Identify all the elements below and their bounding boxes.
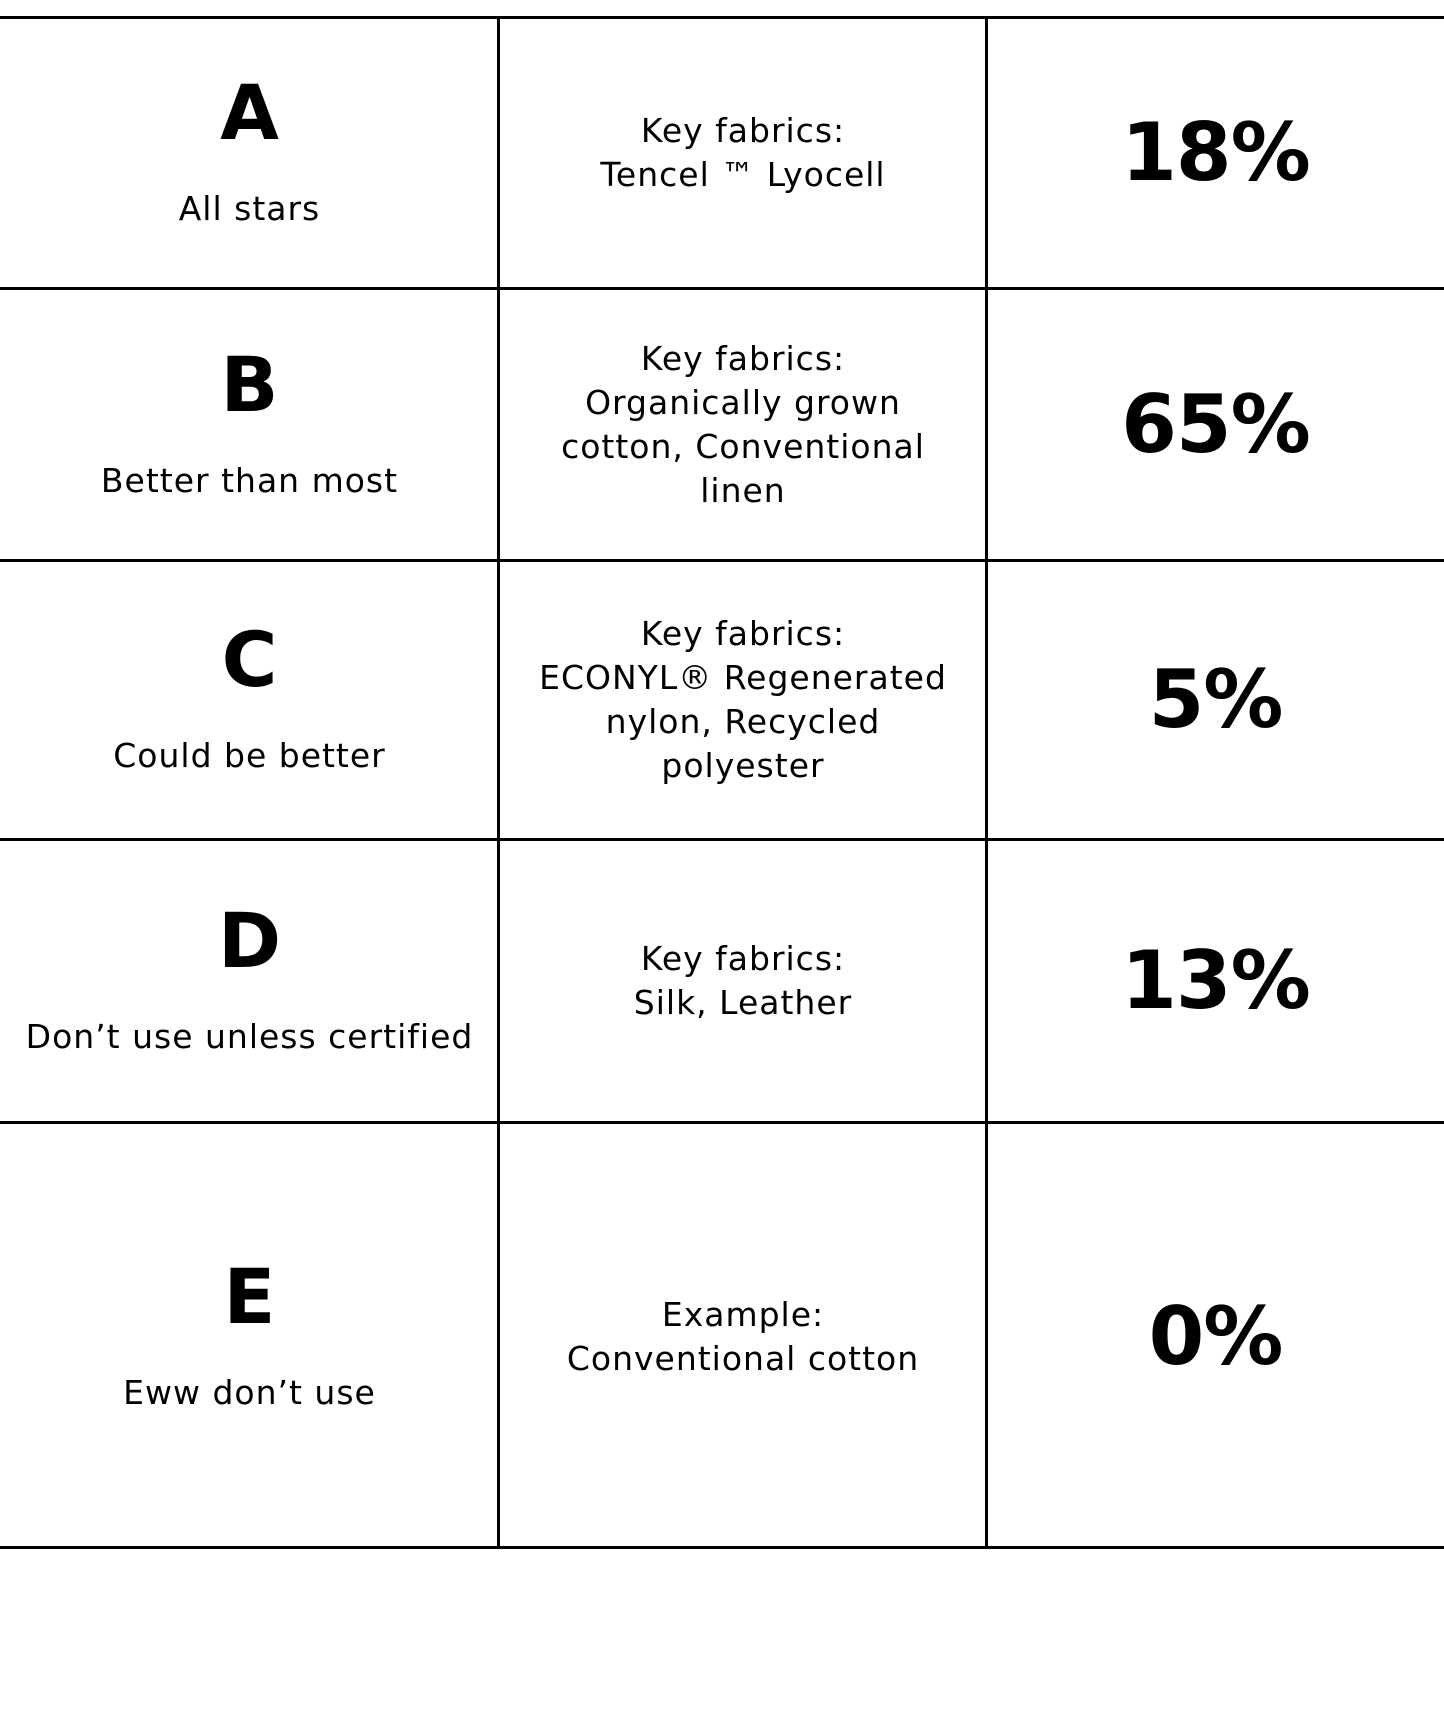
fabric-heading: Key fabrics: — [640, 939, 846, 978]
fabrics-cell — [499, 19, 987, 287]
fabric-detail: Organically grown cotton, Conventional linen — [561, 382, 925, 510]
fabric-heading: Key fabrics: — [640, 338, 846, 378]
table-row — [0, 841, 1444, 1124]
grade-cell — [0, 841, 499, 1121]
fabric-heading: Example: — [661, 1294, 825, 1334]
percent-value: 13% — [1121, 934, 1310, 1027]
fabric-rating-table — [0, 16, 1444, 1549]
column-divider — [985, 19, 988, 1549]
share-cell — [987, 19, 1444, 287]
share-cell — [987, 841, 1444, 1121]
share-cell — [987, 1124, 1444, 1549]
percent-value: 65% — [1121, 377, 1310, 471]
percent-value: 0% — [1148, 1289, 1283, 1383]
fabric-detail: Conventional cotton — [566, 1338, 920, 1378]
fabric-detail: ECONYL® Regenerated nylon, Recycled polyester — [539, 658, 947, 785]
fabrics-cell — [499, 290, 987, 559]
table-row — [0, 1124, 1444, 1549]
column-divider — [497, 19, 500, 1549]
grade-letter: A — [220, 68, 279, 157]
grade-letter: D — [217, 896, 282, 985]
grade-cell — [0, 290, 499, 559]
grade-caption: Better than most — [100, 460, 399, 500]
share-cell — [987, 290, 1444, 559]
share-cell — [987, 562, 1444, 838]
percent-value: 5% — [1148, 653, 1283, 746]
grade-letter: B — [220, 339, 279, 429]
table-row — [0, 562, 1444, 841]
fabric-heading: Key fabrics: — [640, 111, 846, 150]
grade-caption: Eww don’t use — [123, 1372, 376, 1412]
fabrics-cell — [499, 1124, 987, 1549]
grade-letter: C — [221, 615, 278, 704]
grade-caption: All stars — [178, 189, 321, 228]
grade-cell — [0, 562, 499, 838]
fabrics-cell — [499, 841, 987, 1121]
grade-cell — [0, 19, 499, 287]
fabric-detail: Silk, Leather — [633, 983, 853, 1022]
table-row — [0, 290, 1444, 562]
grade-letter: E — [223, 1251, 276, 1341]
fabric-detail: Tencel ™ Lyocell — [600, 155, 886, 194]
fabric-heading: Key fabrics: — [640, 614, 846, 653]
percent-value: 18% — [1121, 106, 1310, 199]
grade-caption: Don’t use unless certified — [25, 1017, 474, 1056]
grade-cell — [0, 1124, 499, 1549]
table-row — [0, 19, 1444, 290]
fabrics-cell — [499, 562, 987, 838]
grade-caption: Could be better — [113, 736, 386, 775]
